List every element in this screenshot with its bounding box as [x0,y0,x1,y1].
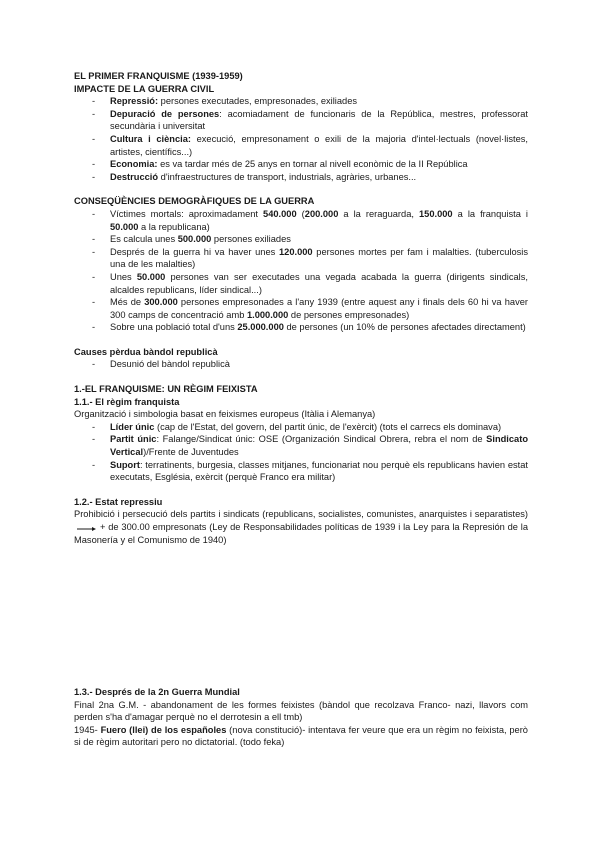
list-item: - Sobre una població total d'uns 25.000.000 de persones (un 10% de persones afectades directament) [92,321,528,334]
impacte-heading: IMPACTE DE LA GUERRA CIVIL [74,83,215,94]
list-item: - Cultura i ciència: execució, empresonament o exili de la majoria d'intel·lectuals (novel·listes, artistes, científics...) [92,133,528,158]
list-item: - Més de 300.000 persones empresonades a l'any 1939 (entre aquest any i finals dels 60 hi va haver 300 camps de concentració amb 1.000.000 de persones empresonades) [92,296,528,321]
list-item: - Repressió: persones executades, empresonades, exiliades [92,95,528,108]
list-item: - Partit únic: Falange/Sindicat únic: OSE (Organización Sindical Obrera, rebra el nom de Sindicato Vertical)/Frente de Juventudes [92,433,528,458]
impacte-list [74,95,528,183]
section1-heading: 1.-EL FRANQUISME: UN RÈGIM FEIXISTA [74,384,258,395]
list-item: - Suport: terratinents, burgesia, classes mitjanes, funcionariat nou perquè els republicans havien estat executats, Església, exèrcit (perquè Franco era militar) [92,459,528,484]
list-item: - Líder únic (cap de l'Estat, del govern, del partit únic, de l'exèrcit) (tots el carrecs els dominava) [92,421,528,434]
list-item: - Després de la guerra hi va haver unes 120.000 persones mortes per fam i malalties. (tuberculosis una de les malalties) [92,246,528,271]
consequencies-list [74,208,528,334]
causes-list [74,358,528,371]
section12-heading: 1.2.- Estat repressiu [74,496,163,507]
list-item: - Desunió del bàndol republicà [92,358,528,371]
section11-heading: 1.1.- El règim franquista [74,396,180,407]
section12-paragraph: Prohibició i persecució dels partits i sindicats (republicans, socialistes, comunistes, anarquistes i separatistes)+ de 300.00 empresonats (Ley de Responsabilidades políticas de 1939 i la Ley para la Represión de la Masonería y el Comunismo de 1940) [74,509,528,545]
list-item: - Depuració de persones: acomiadament de funcionaris de la República, mestres, professorat secundària i universitat [92,108,528,133]
section13-paragraph-1: Final 2na G.M. - abandonament de les formes feixistes (bàndol que recolzava Franco- nazi, llavors com perden s'ha d'amagar perquè no el derrotesin a ell tmb) [74,699,528,723]
arrow-right-icon [76,524,98,532]
list-item: - Unes 50.000 persones van ser executades una vegada acabada la guerra (dirigents sindicals, alcaldes republicans, líder sindical...) [92,271,528,296]
causes-heading: Causes pèrdua bàndol republicà [74,346,218,357]
section13-paragraph-2: 1945- Fuero (llei) de los españoles (nova constitució)- intentava fer veure que era un règim no feixista, però si de règim autoritari pero no dictatorial. (todo feka) [74,724,528,748]
document-title: EL PRIMER FRANQUISME (1939-1959) [74,71,243,81]
list-item: - Destrucció d'infraestructures de transport, industrials, agràries, urbanes... [92,171,528,184]
section13-heading: 1.3.- Després de la 2n Guerra Mundial [74,687,240,697]
list-item: - Economia: es va tardar més de 25 anys en tornar al nivell econòmic de la II República [92,158,528,171]
list-item: - Es calcula unes 500.000 persones exiliades [92,233,528,246]
list-item: - Víctimes mortals: aproximadament 540.000 (200.000 a la reraguarda, 150.000 a la franquista i 50.000 a la republicana) [92,208,528,233]
consequencies-heading: CONSEQÜÈNCIES DEMOGRÀFIQUES DE LA GUERRA [74,196,315,207]
regim-list [74,421,528,484]
section11-intro: Organització i simbologia basat en feixismes europeus (Itàlia i Alemanya) [74,409,376,420]
section13 [74,686,528,749]
